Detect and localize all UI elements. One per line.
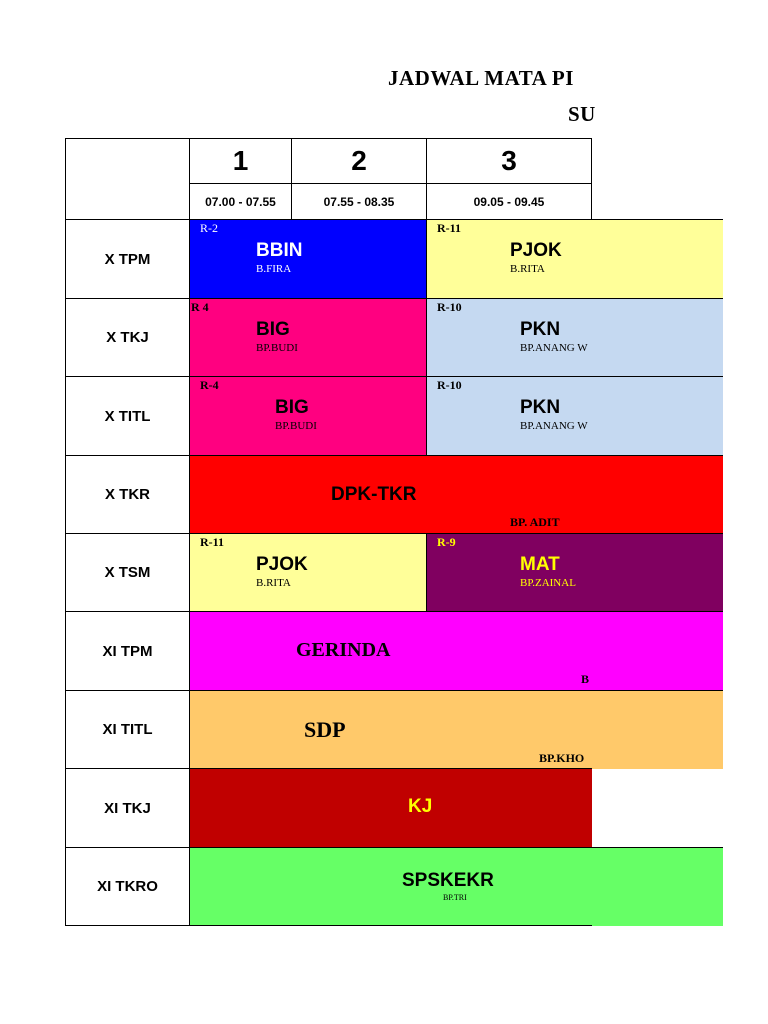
period-time-2: 07.55 - 08.35 [291,183,427,220]
schedule-block [426,533,723,612]
teacher-label: B [581,672,590,686]
schedule-block [189,533,427,612]
teacher-label: BP.ANANG W [520,342,588,354]
subject-label: BBIN [256,240,303,261]
subject-label: PKN [520,397,561,418]
subject-label: BIG [275,397,309,418]
class-label: X TITL [65,376,190,456]
room-label: R-11 [437,221,461,235]
teacher-clip [520,342,592,358]
period-number-2: 2 [291,138,427,184]
teacher-label: BP.ZAINAL [520,577,576,589]
subject-label: PJOK [510,240,562,261]
teacher-label: BP.TRI [443,893,467,902]
schedule-block [189,690,723,769]
period-number-3: 3 [426,138,592,184]
subject-label: SPSKEKR [402,870,494,891]
schedule-block [189,847,723,926]
class-label: XI TITL [65,690,190,769]
subject-label: DPK-TKR [331,484,417,505]
schedule-block [426,298,723,377]
subject-label: GERINDA [296,639,391,661]
class-label: XI TKRO [65,847,190,926]
teacher-label: BP.KHO [539,751,585,765]
room-label: R-10 [437,378,462,392]
teacher-label: B.FIRA [256,263,292,275]
schedule-block [426,376,723,456]
period-time-3: 09.05 - 09.45 [426,183,592,220]
room-label: R-10 [437,300,462,314]
class-label: X TSM [65,533,190,612]
schedule-block [189,376,427,456]
subject-label: PKN [520,319,561,340]
subject-label: PJOK [256,554,308,575]
header-corner-cell [65,138,190,220]
class-label: X TPM [65,219,190,299]
period-number-1: 1 [189,138,292,184]
schedule-block [189,455,723,534]
table-bottom-border [65,925,592,926]
teacher-clip [539,751,593,767]
class-label: X TKJ [65,298,190,377]
room-label: R-9 [437,535,456,549]
room-label: R-11 [200,535,224,549]
page-subtitle: SU [568,102,596,126]
teacher-label: B.RITA [510,263,545,275]
schedule-block [189,768,592,848]
teacher-label: B.RITA [256,577,291,589]
schedule-block [189,219,427,299]
class-label: XI TKJ [65,768,190,848]
room-label: R-2 [200,221,218,235]
schedule-block [189,611,723,691]
schedule-block [189,298,427,377]
teacher-clip [520,420,592,436]
teacher-label: BP. ADIT [510,515,560,529]
subject-label: BIG [256,319,290,340]
teacher-label: BP.BUDI [256,342,298,354]
class-label: XI TPM [65,611,190,691]
subject-label: SDP [304,717,346,742]
room-label: R-4 [200,378,219,392]
subject-label: MAT [520,554,560,575]
schedule-block [426,219,723,299]
class-label: X TKR [65,455,190,534]
page-title: JADWAL MATA PI [388,66,574,90]
subject-label: KJ [408,796,433,817]
teacher-label: BP.BUDI [275,420,317,432]
period-time-1: 07.00 - 07.55 [189,183,292,220]
room-label: R 4 [191,300,209,314]
teacher-label: BP.ANANG W [520,420,588,432]
